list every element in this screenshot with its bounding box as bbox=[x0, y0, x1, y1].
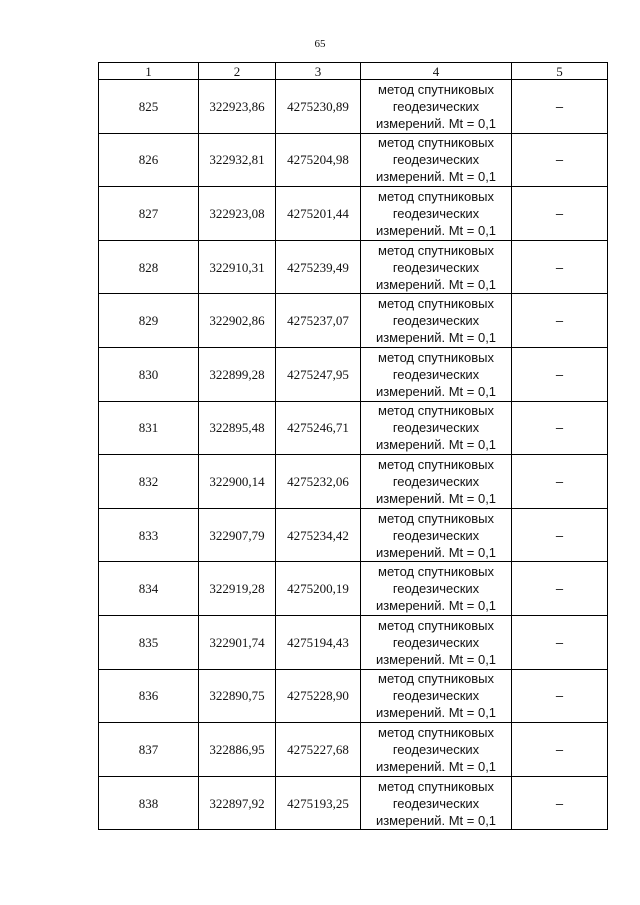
coord-y: 4275201,44 bbox=[276, 187, 361, 241]
point-number: 825 bbox=[99, 80, 199, 134]
coord-y: 4275237,07 bbox=[276, 294, 361, 348]
table-row bbox=[99, 240, 608, 294]
method-description: метод спутниковых геодезических измерений. Mt = 0,1 bbox=[361, 669, 512, 723]
table-row bbox=[99, 615, 608, 669]
point-number: 827 bbox=[99, 187, 199, 241]
point-number: 838 bbox=[99, 776, 199, 830]
coord-x: 322932,81 bbox=[199, 133, 276, 187]
header-col-2: 2 bbox=[199, 63, 276, 80]
table-row bbox=[99, 508, 608, 562]
method-description: метод спутниковых геодезических измерений. Mt = 0,1 bbox=[361, 187, 512, 241]
note-cell: – bbox=[512, 80, 608, 134]
point-number: 836 bbox=[99, 669, 199, 723]
coord-y: 4275230,89 bbox=[276, 80, 361, 134]
table-row bbox=[99, 347, 608, 401]
coord-y: 4275193,25 bbox=[276, 776, 361, 830]
header-col-1: 1 bbox=[99, 63, 199, 80]
table-row bbox=[99, 80, 608, 134]
point-number: 828 bbox=[99, 240, 199, 294]
note-cell: – bbox=[512, 669, 608, 723]
method-description: метод спутниковых геодезических измерений. Mt = 0,1 bbox=[361, 401, 512, 455]
note-cell: – bbox=[512, 187, 608, 241]
point-number: 831 bbox=[99, 401, 199, 455]
coord-y: 4275204,98 bbox=[276, 133, 361, 187]
header-col-3: 3 bbox=[276, 63, 361, 80]
coord-y: 4275239,49 bbox=[276, 240, 361, 294]
note-cell: – bbox=[512, 562, 608, 616]
table-row bbox=[99, 401, 608, 455]
coord-x: 322895,48 bbox=[199, 401, 276, 455]
method-description: метод спутниковых геодезических измерений. Mt = 0,1 bbox=[361, 562, 512, 616]
point-number: 829 bbox=[99, 294, 199, 348]
page-number: 65 bbox=[314, 38, 326, 50]
note-cell: – bbox=[512, 723, 608, 777]
coord-x: 322923,86 bbox=[199, 80, 276, 134]
coord-y: 4275234,42 bbox=[276, 508, 361, 562]
note-cell: – bbox=[512, 133, 608, 187]
method-description: метод спутниковых геодезических измерений. Mt = 0,1 bbox=[361, 133, 512, 187]
coord-y: 4275247,95 bbox=[276, 347, 361, 401]
coord-x: 322900,14 bbox=[199, 455, 276, 509]
method-description: метод спутниковых геодезических измерений. Mt = 0,1 bbox=[361, 723, 512, 777]
method-description: метод спутниковых геодезических измерений. Mt = 0,1 bbox=[361, 347, 512, 401]
note-cell: – bbox=[512, 347, 608, 401]
table-row bbox=[99, 562, 608, 616]
table-row bbox=[99, 294, 608, 348]
table-row bbox=[99, 723, 608, 777]
header-col-5: 5 bbox=[512, 63, 608, 80]
header-row bbox=[99, 63, 608, 80]
method-description: метод спутниковых геодезических измерений. Mt = 0,1 bbox=[361, 80, 512, 134]
note-cell: – bbox=[512, 240, 608, 294]
point-number: 835 bbox=[99, 615, 199, 669]
method-description: метод спутниковых геодезических измерений. Mt = 0,1 bbox=[361, 294, 512, 348]
method-description: метод спутниковых геодезических измерений. Mt = 0,1 bbox=[361, 776, 512, 830]
coord-x: 322910,31 bbox=[199, 240, 276, 294]
method-description: метод спутниковых геодезических измерений. Mt = 0,1 bbox=[361, 240, 512, 294]
method-description: метод спутниковых геодезических измерений. Mt = 0,1 bbox=[361, 455, 512, 509]
coord-x: 322907,79 bbox=[199, 508, 276, 562]
coord-x: 322886,95 bbox=[199, 723, 276, 777]
coord-x: 322899,28 bbox=[199, 347, 276, 401]
point-number: 834 bbox=[99, 562, 199, 616]
coord-x: 322901,74 bbox=[199, 615, 276, 669]
coord-y: 4275246,71 bbox=[276, 401, 361, 455]
method-description: метод спутниковых геодезических измерений. Mt = 0,1 bbox=[361, 615, 512, 669]
note-cell: – bbox=[512, 455, 608, 509]
table-row bbox=[99, 669, 608, 723]
coordinates-table bbox=[98, 62, 608, 830]
header-col-4: 4 bbox=[361, 63, 512, 80]
coord-x: 322902,86 bbox=[199, 294, 276, 348]
coord-y: 4275228,90 bbox=[276, 669, 361, 723]
note-cell: – bbox=[512, 401, 608, 455]
point-number: 830 bbox=[99, 347, 199, 401]
coord-y: 4275227,68 bbox=[276, 723, 361, 777]
point-number: 833 bbox=[99, 508, 199, 562]
coord-x: 322923,08 bbox=[199, 187, 276, 241]
point-number: 826 bbox=[99, 133, 199, 187]
coord-y: 4275232,06 bbox=[276, 455, 361, 509]
point-number: 832 bbox=[99, 455, 199, 509]
point-number: 837 bbox=[99, 723, 199, 777]
note-cell: – bbox=[512, 294, 608, 348]
coord-x: 322897,92 bbox=[199, 776, 276, 830]
note-cell: – bbox=[512, 776, 608, 830]
table-row bbox=[99, 133, 608, 187]
note-cell: – bbox=[512, 508, 608, 562]
method-description: метод спутниковых геодезических измерений. Mt = 0,1 bbox=[361, 508, 512, 562]
table-row bbox=[99, 187, 608, 241]
coord-x: 322919,28 bbox=[199, 562, 276, 616]
coord-x: 322890,75 bbox=[199, 669, 276, 723]
coord-y: 4275194,43 bbox=[276, 615, 361, 669]
coord-y: 4275200,19 bbox=[276, 562, 361, 616]
table-row bbox=[99, 776, 608, 830]
note-cell: – bbox=[512, 615, 608, 669]
table-row bbox=[99, 455, 608, 509]
